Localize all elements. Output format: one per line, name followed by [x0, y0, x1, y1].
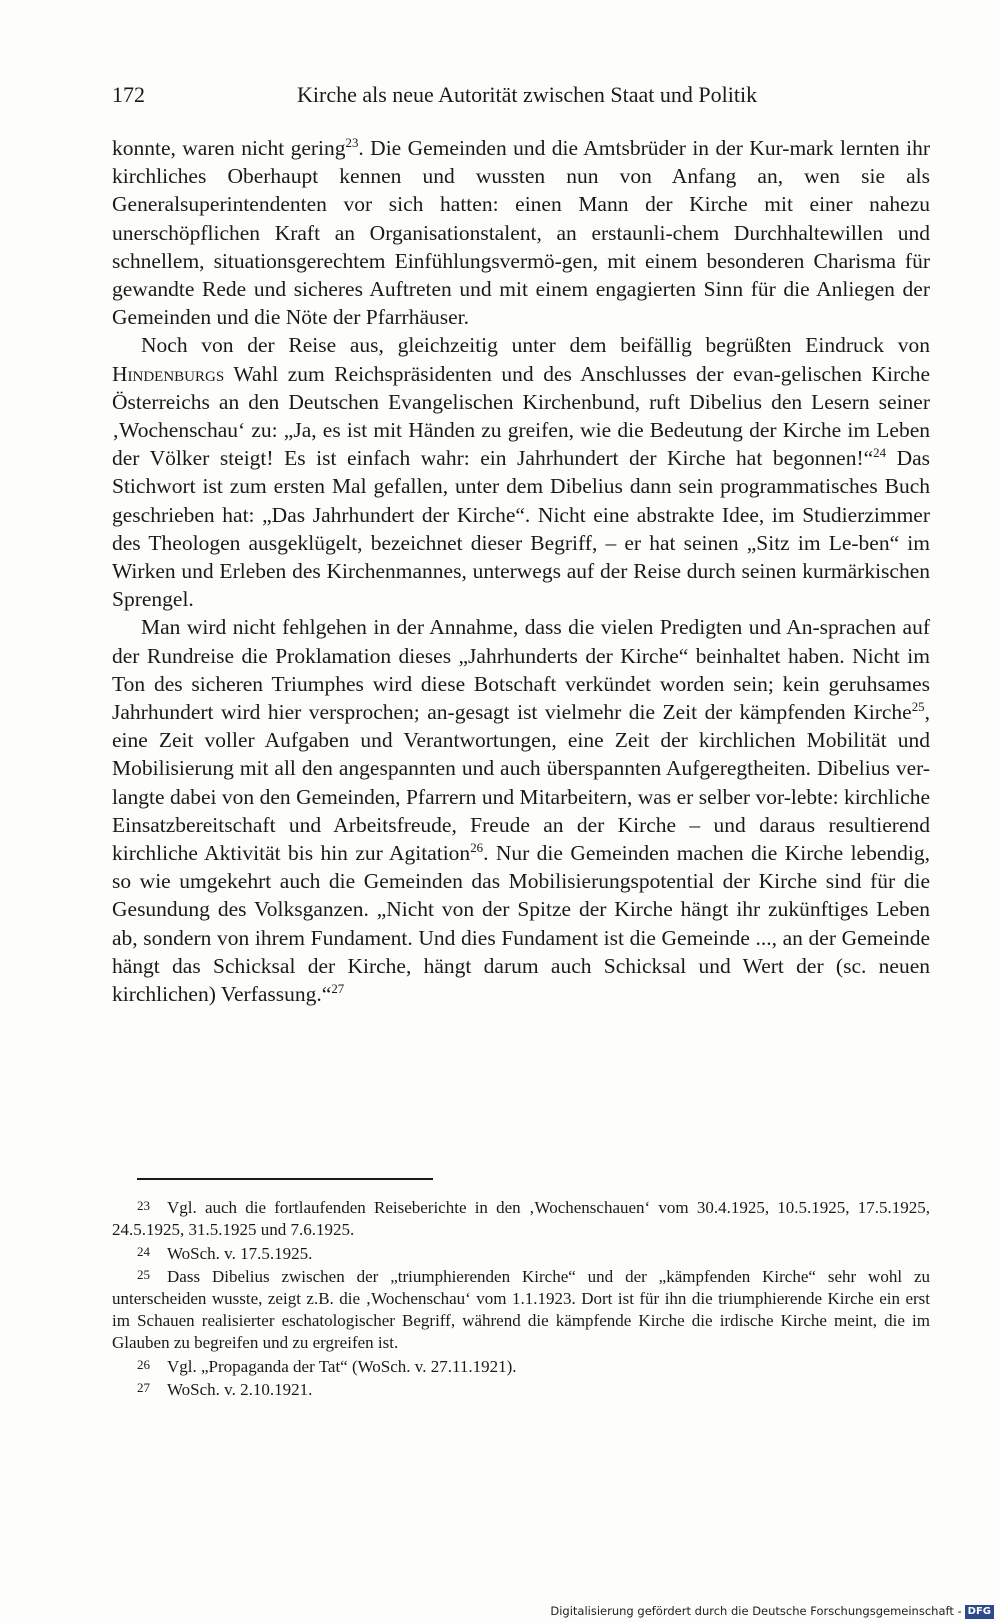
footnote [112, 1264, 930, 1353]
text-run: . Die Gemeinden und die Amtsbrüder in der Kur-mark lernten ihr kirchliches Oberhaupt kennen und wussten nun von Anfang an, wen sie als Generalsuperintendenten vor sich hatten: einen Mann der Kirche mit einer nahezu unerschöpflichen Kraft an Organisationstalent, an erstaunli-chem Durchhaltewillen und schnellem, situationsgerechtem Einfühlungsvermö-gen, mit einem besonderen Charisma für gewandte Rede und sicheres Auftreten und mit einem engagierten Sinn für die Anliegen der Gemeinden und die Nöte der Pfarrhäuser. [112, 136, 930, 330]
running-head [112, 80, 930, 110]
digitization-credit [550, 1603, 994, 1619]
footnote-divider [137, 1178, 433, 1180]
dfg-logo-icon[interactable]: DFG [965, 1605, 994, 1619]
text-run: Noch von der Reise aus, gleichzeitig unter dem beifällig begrüßten Eindruck von [141, 333, 930, 358]
footnote [112, 1241, 930, 1265]
footnote-number: 23 [137, 1198, 150, 1213]
text-run: Das Stichwort ist zum ersten Mal gefallen, unter dem Dibelius dann sein programmatisches Buch geschrieben hat: „Das Jahrhundert der Kirche“. Nicht eine abstrakte Idee, im Studierzimmer des Theologen ausgeklügelt, bezeichnet dieser Begriff, – er hat seinen „Sitz im Le-ben“ im Wirken und Erleben des Kirchenmannes, unterwegs auf der Reise durch seinen kurmärkischen Sprengel. [112, 446, 931, 612]
footnote-ref-25[interactable]: 25 [911, 699, 925, 714]
main-text [112, 134, 930, 1008]
text-run: . Nur die Gemeinden machen die Kirche lebendig, so wie umgekehrt auch die Gemeinden das Mobilisierungspotential der Kirche sind für die Gesundung des Volksganzen. „Nicht von der Spitze der Kirche hängt ihr zukünftiges Leben ab, sondern von ihrem Fundament. Und dies Fundament ist die Gemeinde ..., an der Gemeinde hängt das Schicksal der Kirche, hängt darum auch Schicksal und Wert der (sc. neuen kirchlichen) Verfassung.“ [112, 841, 930, 1007]
footnotes [112, 1195, 930, 1401]
footnote-ref-23[interactable]: 23 [345, 135, 359, 150]
footnote [112, 1354, 930, 1378]
paragraph-2 [112, 331, 930, 613]
footnote [112, 1195, 930, 1241]
footnote-ref-27[interactable]: 27 [331, 981, 345, 996]
footnote-text: Vgl. auch die fortlaufenden Reiseberichte in den ‚Wochenschauen‘ vom 30.4.1925, 10.5.1925, 17.5.1925, 24.5.1925, 31.5.1925 und 7.6.1925. [112, 1198, 930, 1239]
footnote-number: 25 [137, 1267, 150, 1283]
text-run: Wahl zum Reichspräsidenten und des Anschlusses der evan-gelischen Kirche Österreichs an den Deutschen Evangelischen Kirchenbund, ruft Dibelius den Lesern seiner ‚Wochenschau‘ zu: „Ja, es ist mit Händen zu greifen, wie die Bedeutung der Kirche im Leben der Völker steigt! Es ist einfach wahr: ein Jahrhundert der Kirche hat begonnen!“ [112, 361, 930, 471]
footnote-text: Vgl. „Propaganda der Tat“ (WoSch. v. 27.11.1921). [167, 1356, 517, 1376]
text-run: konnte, waren nicht gering [112, 136, 346, 160]
footnote [112, 1377, 930, 1401]
footnote-number: 27 [137, 1380, 150, 1396]
text-run: Man wird nicht fehlgehen in der Annahme, dass die vielen Predigten und An-sprachen auf der Rundreise die Proklamation dieses „Jahrhunderts der Kirche“ beinhaltet haben. Nicht im Ton des sicheren Triumphes wird diese Botschaft verkündet worden sein; kein geruhsames Jahrhundert wird hier versprochen; an-gesagt ist vielmehr die Zeit der kämpfenden Kirche [112, 615, 930, 725]
credit-text: Digitalisierung gefördert durch die Deutsche Forschungsgemeinschaft - [550, 1604, 962, 1618]
footnote-number: 26 [137, 1356, 150, 1372]
text-run: , eine Zeit voller Aufgaben und Verantwortungen, eine Zeit der kirchlichen Mobilität und Mobilisierung mit all den angespannten und auch überspannten Aufgeregtheiten. Dibelius ver-langte dabei von den Gemeinden, Pfarrern und Mitarbeitern, was er selber vor-lebte: kirchliche Einsatzbereitschaft und Arbeitsfreude, Freude an der Kirche – und daraus resultierend kirchliche Aktivität bis hin zur Agitation [112, 700, 930, 866]
paragraph-3 [112, 613, 930, 1008]
footnote-text: WoSch. v. 17.5.1925. [167, 1243, 313, 1263]
footnote-ref-26[interactable]: 26 [470, 840, 484, 855]
footnote-text: WoSch. v. 2.10.1921. [167, 1380, 313, 1400]
footnote-text: Dass Dibelius zwischen der „triumphierenden Kirche“ und der „kämpfenden Kirche“ sehr wohl zu unterscheiden wusste, zeigt z.B. die ‚Wochenschau‘ vom 1.1.1923. Dort ist für ihn die triumphierende Kirche ein erst im Schauen realisierter eschatologischer Begriff, während die kämpfende Kirche die irdische Kirche meint, die im Glauben zu begreifen und zu ergreifen ist. [112, 1267, 930, 1352]
running-head-title: Kirche als neue Autorität zwischen Staat und Politik [297, 82, 758, 107]
footnote-number: 24 [137, 1243, 150, 1259]
person-name: Hindenburgs [112, 361, 225, 386]
paragraph-1 [112, 134, 930, 331]
footnote-ref-24[interactable]: 24 [873, 446, 887, 461]
page-number: 172 [112, 82, 145, 107]
